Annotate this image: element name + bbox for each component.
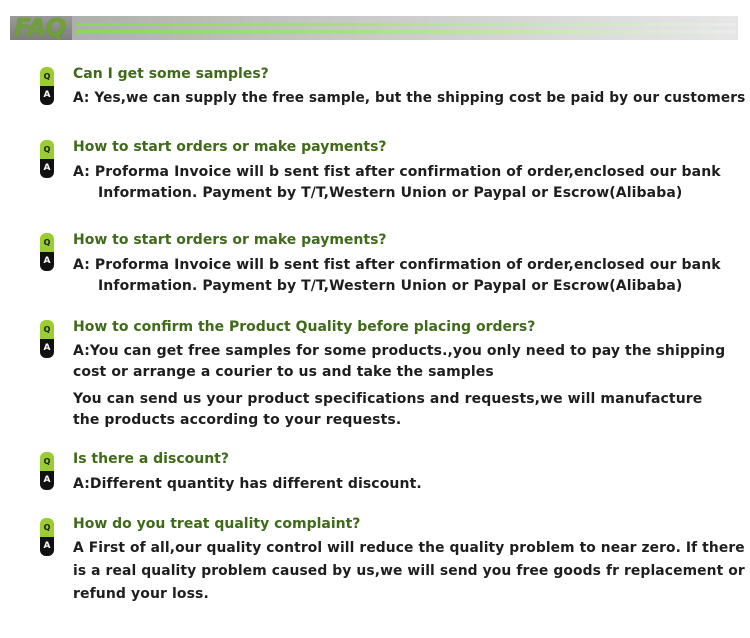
faq-answer-line: A: Proforma Invoice will b sent fist after confirmation of order,enclosed our bank: [73, 257, 721, 273]
q-icon: Q: [40, 233, 54, 252]
faq-answer-line: cost or arrange a courier to us and take the samples: [73, 364, 494, 380]
faq-answer-line: You can send us your product specifications and requests,we will manufacture: [73, 391, 703, 407]
faq-answer-line: Information. Payment by T/T,Western Union or Paypal or Escrow(Alibaba): [98, 278, 683, 294]
qa-badge-icon: [40, 452, 54, 492]
faq-answer-line: A:Different quantity has different discount.: [73, 476, 422, 492]
faq-question: Can I get some samples?: [73, 66, 269, 82]
a-icon: A: [40, 339, 54, 358]
faq-answer-line: Information. Payment by T/T,Western Union or Paypal or Escrow(Alibaba): [98, 185, 683, 201]
faq-question: How to confirm the Product Quality before placing orders?: [73, 319, 536, 335]
qa-badge-icon: [40, 67, 54, 107]
faq-title: FAQ: [14, 16, 66, 40]
faq-answer-line: A First of all,our quality control will reduce the quality problem to near zero. If there: [73, 540, 745, 556]
qa-badge-icon: [40, 233, 54, 273]
q-icon: Q: [40, 452, 54, 471]
faq-question: How to start orders or make payments?: [73, 232, 387, 248]
header-decor-line: [76, 23, 736, 26]
q-icon: Q: [40, 320, 54, 339]
qa-badge-icon: [40, 320, 54, 360]
faq-question: How do you treat quality complaint?: [73, 516, 361, 532]
faq-header-bar: [10, 16, 738, 40]
faq-answer-line: refund your loss.: [73, 586, 209, 602]
faq-answer-line: A: Proforma Invoice will b sent fist after confirmation of order,enclosed our bank: [73, 164, 721, 180]
a-icon: A: [40, 537, 54, 556]
q-icon: Q: [40, 140, 54, 159]
faq-title-box: [10, 16, 72, 40]
faq-answer-line: A: Yes,we can supply the free sample, but the shipping cost be paid by our customers: [73, 90, 746, 106]
qa-badge-icon: [40, 140, 54, 180]
a-icon: A: [40, 252, 54, 271]
qa-badge-icon: [40, 518, 54, 558]
faq-answer-line: is a real quality problem caused by us,we will send you free goods fr replacement or: [73, 563, 745, 579]
a-icon: A: [40, 86, 54, 105]
header-decor-line: [76, 30, 736, 34]
a-icon: A: [40, 471, 54, 490]
faq-question: Is there a discount?: [73, 451, 229, 467]
q-icon: Q: [40, 67, 54, 86]
faq-answer-line: A:You can get free samples for some products.,you only need to pay the shipping: [73, 343, 726, 359]
q-icon: Q: [40, 518, 54, 537]
faq-question: How to start orders or make payments?: [73, 139, 387, 155]
a-icon: A: [40, 159, 54, 178]
faq-answer-line: the products according to your requests.: [73, 412, 402, 428]
